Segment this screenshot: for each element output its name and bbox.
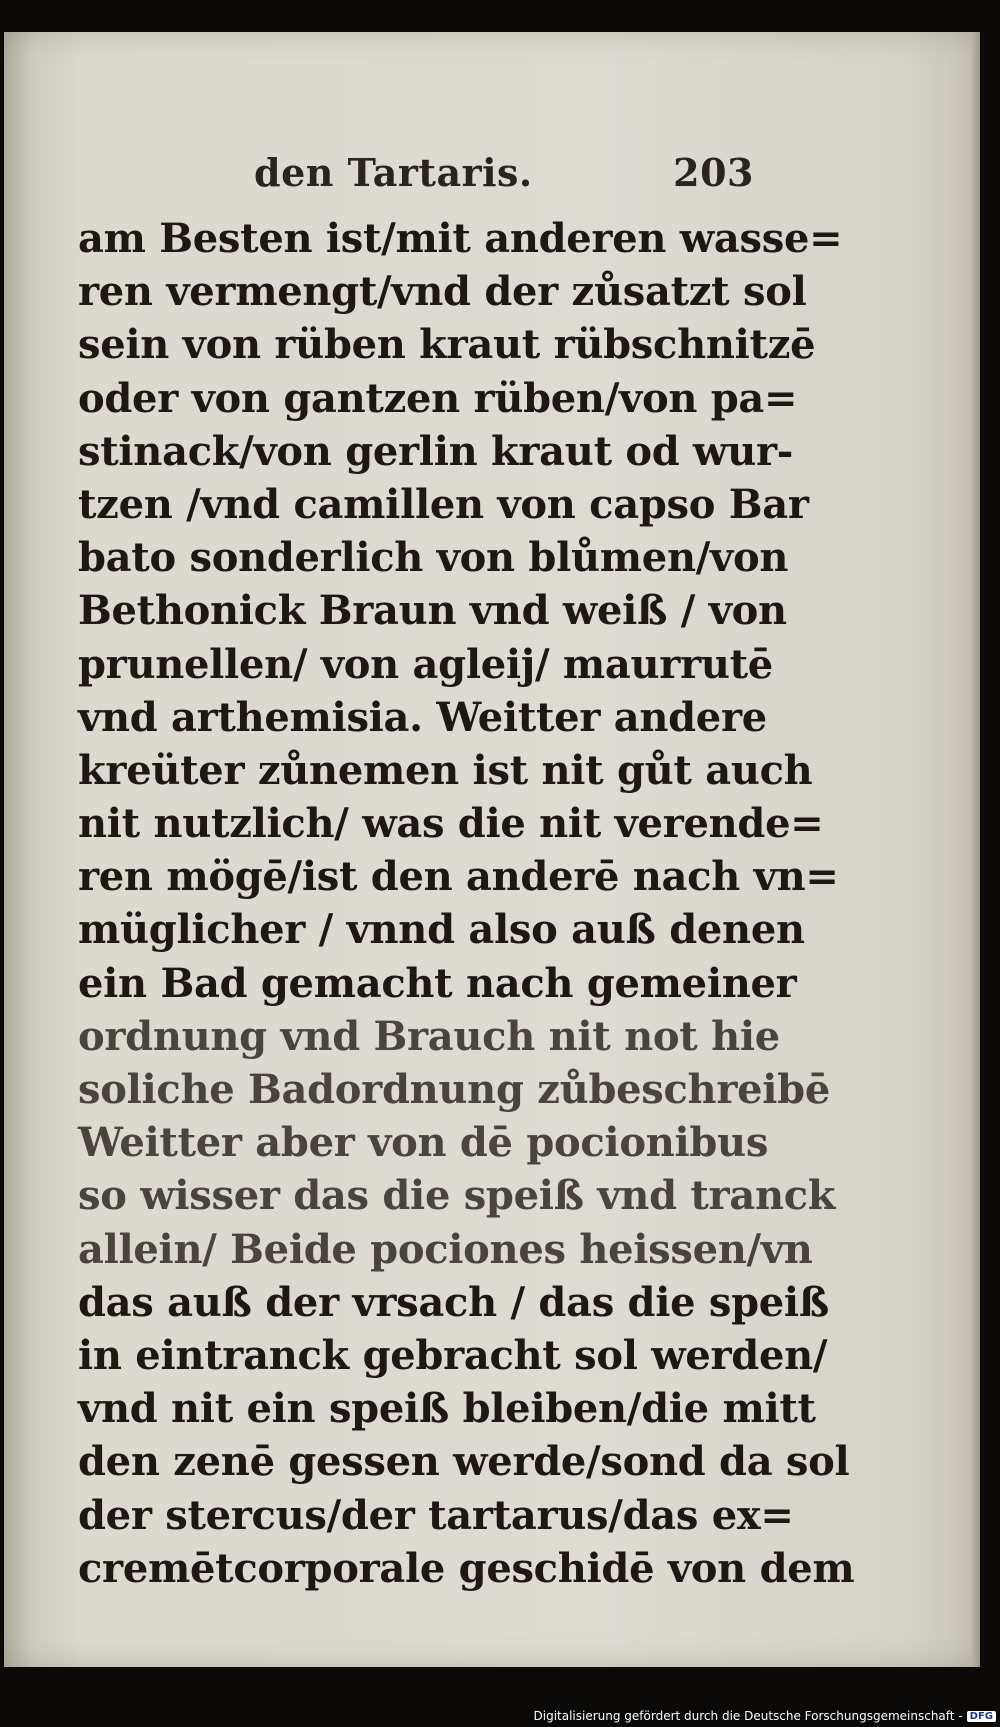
page-header — [254, 150, 754, 195]
text-line: ren vermengt/vnd der zůsatzt sol — [78, 268, 807, 316]
text-line: der stercus/der tartarus/das ex= — [78, 1491, 794, 1539]
text-line: soliche Badordnung zůbeschreibē — [78, 1066, 830, 1113]
text-line: sein von rüben kraut rübschnitzē — [78, 321, 816, 369]
text-line: müglicher / vnnd also auß denen — [78, 906, 805, 954]
credit-text: Digitalisierung gefördert durch die Deutsche Forschungsgemeinschaft - — [533, 1709, 963, 1723]
text-line: Bethonick Braun vnd weiß / von — [78, 587, 787, 635]
page-edge — [972, 32, 980, 1667]
text-line: cremētcorporale geschidē von dem — [78, 1544, 855, 1592]
body-text — [78, 212, 855, 1595]
text-line: ein Bad gemacht nach gemeiner — [78, 959, 797, 1007]
text-line: bato sonderlich von blůmen/von — [78, 534, 789, 582]
text-line: so wisser das die speiß vnd tranck — [78, 1172, 836, 1220]
text-line: vnd nit ein speiß bleiben/die mitt — [78, 1385, 816, 1433]
text-line: ren mögē/ist den anderē nach vn= — [78, 853, 839, 901]
text-line: vnd arthemisia. Weitter andere — [78, 693, 767, 741]
running-title: den Tartaris. — [254, 150, 533, 195]
text-line: tzen /vnd camillen von capso Bar — [78, 480, 809, 528]
text-line: stinack/von gerlin kraut od wur- — [78, 427, 794, 475]
page-number: 203 — [673, 150, 754, 195]
text-line: in eintranck gebracht sol werden/ — [78, 1331, 828, 1379]
digitization-credit — [534, 1709, 997, 1723]
text-line: kreüter zůnemen ist nit gůt auch — [78, 746, 813, 794]
text-line: das auß der vrsach / das die speiß — [78, 1278, 829, 1326]
text-line: den zenē gessen werde/sond da sol — [78, 1438, 850, 1486]
text-line: oder von gantzen rüben/von pa= — [78, 374, 798, 422]
text-line: Weitter aber von dē pocionibus — [78, 1119, 769, 1167]
text-line: ordnung vnd Brauch nit not hie — [78, 1012, 780, 1060]
text-line: nit nutzlich/ was die nit verende= — [78, 800, 824, 848]
text-line: allein/ Beide pociones heissen/vn — [78, 1225, 813, 1273]
text-line: prunellen/ von agleij/ maurrutē — [78, 640, 773, 688]
book-page — [4, 32, 980, 1667]
text-line: am Besten ist/mit anderen wasse= — [78, 215, 843, 262]
dfg-logo: DFG — [967, 1711, 996, 1722]
